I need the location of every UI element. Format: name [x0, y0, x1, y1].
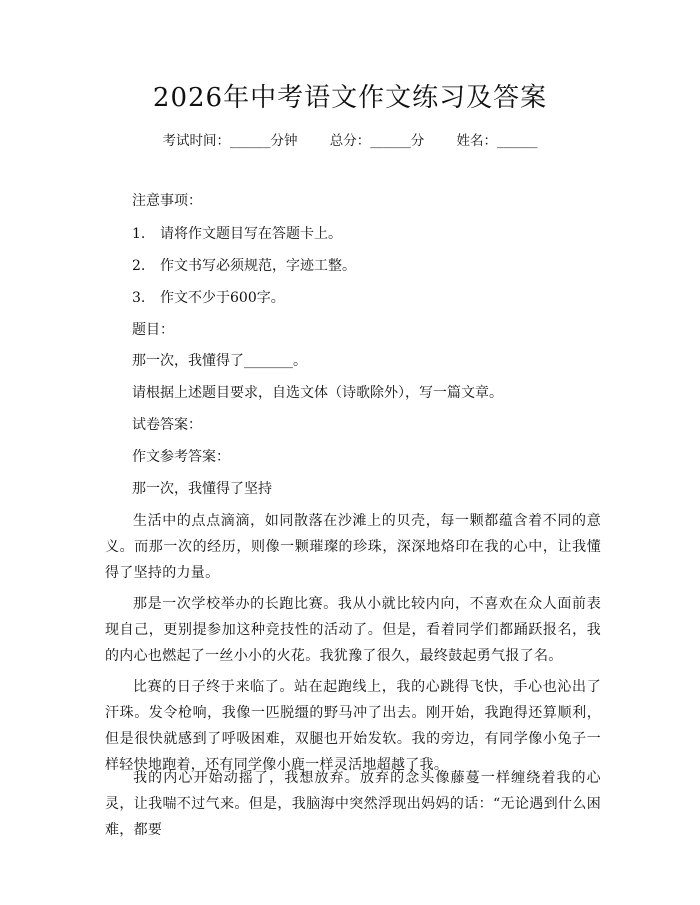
student-name-field: 姓名：______: [456, 133, 538, 149]
writing-instruction: 请根据上述题目要求，自选文体（诗歌除外），写一篇文章。: [132, 385, 503, 401]
notice-item-number: 2.: [132, 258, 146, 274]
essay-paragraph: 那是一次学校举办的长跑比赛。我从小就比较内向，不喜欢在众人面前表现自己，更别提参加这种竞技性的活动了。但是，看着同学们都踊跃报名，我的内心也燃起了一丝小小的火花。我犹豫了很久，最终鼓起勇气报了名。: [105, 596, 601, 664]
notice-item: [132, 256, 356, 276]
notice-item-text: 作文书写必须规范，字迹工整。: [160, 258, 356, 274]
notice-item: [132, 288, 285, 308]
answer-heading: 试卷答案：: [132, 417, 202, 433]
document-title: 2026年中考语文作文练习及答案: [152, 83, 548, 113]
essay-title: 那一次，我懂得了坚持: [132, 481, 272, 497]
exam-time-field: 考试时间：______分钟: [162, 133, 298, 149]
essay-paragraph: 比赛的日子终于来临了。站在起跑线上，我的心跳得飞快，手心也沁出了汗珠。发令枪响，我像一匹脱缰的野马冲了出去。刚开始，我跑得还算顺利，但是很快就感到了呼吸困难，双腿也开始发软。我的旁边，有同学像小兔子一样轻快地跑着，还有同学像小鹿一样灵活地超越了我。: [105, 679, 601, 773]
reference-heading: 作文参考答案：: [132, 449, 230, 465]
essay-paragraph: 我的内心开始动摇了，我想放弃。放弃的念头像藤蔓一样缠绕着我的心灵，让我喘不过气来。但是，我脑海中突然浮现出妈妈的话：“无论遇到什么困难，都要: [105, 770, 601, 838]
essay-paragraph: 生活中的点点滴滴，如同散落在沙滩上的贝壳，每一颗都蕴含着不同的意义。而那一次的经历，则像一颗璀璨的珍珠，深深地烙印在我的心中，让我懂得了坚持的力量。: [105, 513, 601, 581]
exam-meta: [0, 131, 700, 151]
notice-item-text: 作文不少于600字。: [160, 290, 285, 306]
notice-item-text: 请将作文题目写在答题卡上。: [160, 226, 342, 242]
notice-item: [132, 224, 342, 244]
notice-item-number: 3.: [132, 290, 146, 306]
total-score-field: 总分：______分: [329, 133, 425, 149]
essay-topic: 那一次，我懂得了_______。: [132, 353, 307, 369]
topic-heading: 题目：: [132, 322, 174, 338]
notice-heading: 注意事项：: [132, 193, 202, 209]
notice-item-number: 1.: [132, 226, 146, 242]
